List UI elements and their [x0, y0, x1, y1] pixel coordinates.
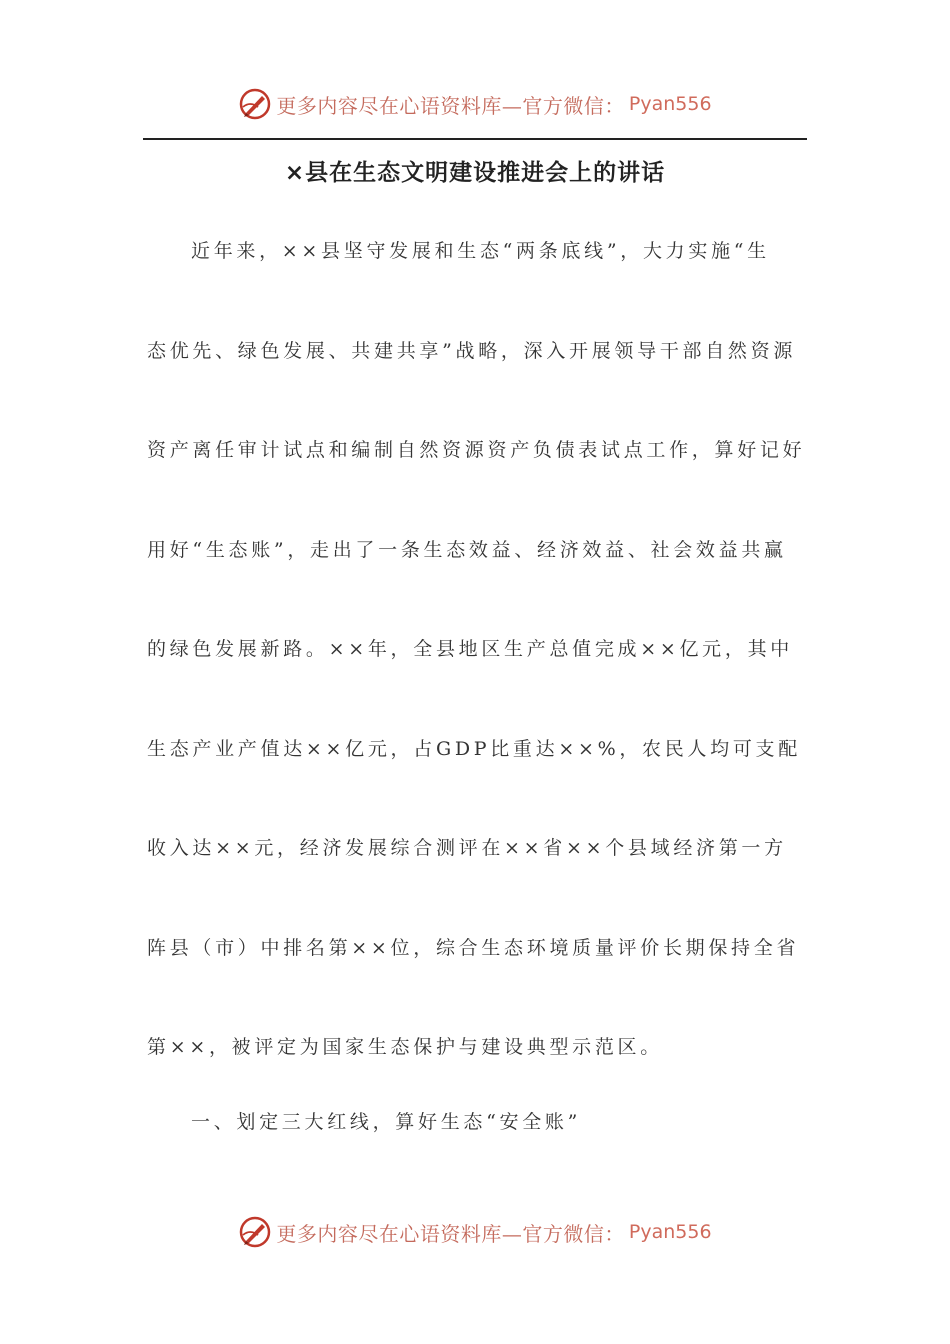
paragraph-line: 用好“生态账”，走出了一条生态效益、经济效益、社会效益共赢: [147, 538, 787, 561]
paragraph-line: 生态产业产值达××亿元，占GDP比重达××%，农民人均可支配: [147, 737, 801, 760]
section-heading: 一、划定三大红线，算好生态“安全账”: [191, 1111, 582, 1133]
paragraph-line: 的绿色发展新路。××年，全县地区生产总值完成××亿元，其中: [147, 638, 793, 660]
paragraph-line: 近年来，××县坚守发展和生态“两条底线”，大力实施“生: [191, 240, 770, 262]
body-paragraph: [147, 226, 806, 1122]
page-title: ×县在生态文明建设推进会上的讲话: [284, 160, 666, 186]
header-rule: [143, 138, 807, 140]
paragraph-line: 第××，被评定为国家生态保护与建设典型示范区。: [147, 1036, 663, 1058]
pen-logo-icon: [238, 1215, 272, 1249]
wechat-handle: Pyan556: [628, 1221, 712, 1243]
watermark-text: 更多内容尽在心语资料库—官方微信：: [276, 1221, 625, 1246]
paragraph-line: 态优先、绿色发展、共建共享”战略，深入开展领导干部自然资源: [147, 339, 797, 362]
footer-watermark: [0, 1210, 950, 1254]
watermark-handle: [629, 1221, 712, 1243]
pen-logo-icon: [238, 87, 272, 121]
paragraph-line: 收入达××元，经济发展综合测评在××省××个县域经济第一方: [147, 837, 787, 859]
header-watermark: [0, 82, 950, 126]
paragraph-line: 阵县（市）中排名第××位，综合生态环境质量评价长期保持全省: [147, 936, 800, 959]
watermark-text: 更多内容尽在心语资料库—官方微信：: [276, 93, 625, 118]
watermark-handle: [629, 93, 712, 115]
paragraph-line: 资产离任审计试点和编制自然资源资产负债表试点工作，算好记好: [147, 439, 806, 461]
wechat-handle: Pyan556: [628, 93, 712, 115]
